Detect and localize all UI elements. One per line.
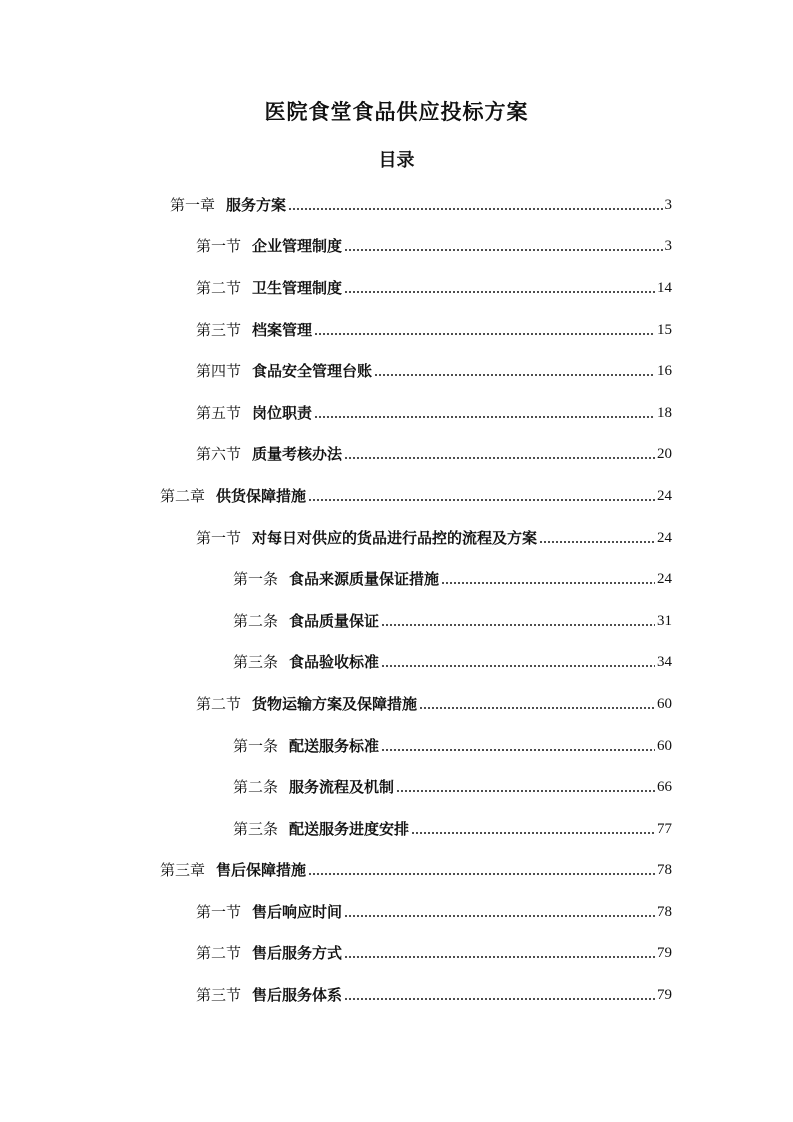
toc-entry-title: 售后服务方式 xyxy=(252,944,343,963)
toc-entry-page-number: 3 xyxy=(664,196,672,213)
toc-entry[interactable] xyxy=(0,808,793,850)
toc-entry-number: 第一节 xyxy=(196,528,242,547)
toc-entry[interactable] xyxy=(0,642,793,684)
toc-entry-number: 第六节 xyxy=(196,445,242,464)
toc-entry[interactable] xyxy=(0,933,793,975)
toc-entry[interactable] xyxy=(0,226,793,268)
toc-entry-title: 售后保障措施 xyxy=(216,861,307,880)
toc-entry-number: 第一节 xyxy=(196,902,242,921)
toc-entry-title: 食品安全管理台账 xyxy=(252,362,373,381)
toc-entry-page-number: 3 xyxy=(664,238,672,255)
toc-entry-page-number: 31 xyxy=(657,612,672,629)
toc-entry-title: 服务流程及机制 xyxy=(289,778,395,797)
toc-entry-title: 配送服务标准 xyxy=(289,736,380,755)
toc-dot-leader xyxy=(419,707,655,709)
toc-dot-leader xyxy=(288,208,662,210)
toc-dot-leader xyxy=(314,416,655,418)
toc-entry-number: 第三节 xyxy=(196,320,242,339)
toc-entry[interactable] xyxy=(0,434,793,476)
toc-dot-leader xyxy=(308,499,655,501)
toc-entry-page-number: 34 xyxy=(657,654,672,671)
toc-entry-page-number: 78 xyxy=(657,862,672,879)
toc-entry-page-number: 77 xyxy=(657,820,672,837)
toc-entry-number: 第四节 xyxy=(196,362,242,381)
toc-entry-page-number: 24 xyxy=(657,529,672,546)
toc-entry[interactable] xyxy=(0,184,793,226)
toc-entry-title: 档案管理 xyxy=(252,320,313,339)
toc-entry-page-number: 24 xyxy=(657,571,672,588)
toc-dot-leader xyxy=(381,624,655,626)
toc-entry-title: 货物运输方案及保障措施 xyxy=(252,694,418,713)
toc-entry[interactable] xyxy=(0,974,793,1016)
toc-heading: 目录 xyxy=(378,150,415,171)
toc-entry-number: 第三节 xyxy=(196,986,242,1005)
toc-entry-number: 第二节 xyxy=(196,278,242,297)
toc-entry[interactable] xyxy=(0,891,793,933)
toc-entry-page-number: 15 xyxy=(657,321,672,338)
toc-entry-page-number: 60 xyxy=(657,695,672,712)
toc-entry-title: 食品来源质量保证措施 xyxy=(289,570,440,589)
toc-dot-leader xyxy=(411,832,655,834)
toc-entry-number: 第五节 xyxy=(196,403,242,422)
toc-entry-title: 质量考核办法 xyxy=(252,445,343,464)
toc-entry-title: 服务方案 xyxy=(226,195,287,214)
toc-entry-number: 第一章 xyxy=(170,195,216,214)
toc-entry-title: 食品质量保证 xyxy=(289,611,380,630)
toc-entry-number: 第三条 xyxy=(233,653,279,672)
toc-entry-title: 配送服务进度安排 xyxy=(289,819,410,838)
toc-entry-number: 第一条 xyxy=(233,736,279,755)
toc-dot-leader xyxy=(539,541,655,543)
toc-dot-leader xyxy=(374,374,655,376)
toc-entry-page-number: 66 xyxy=(657,779,672,796)
toc-entry[interactable] xyxy=(0,475,793,517)
toc-dot-leader xyxy=(308,873,655,875)
toc-entry[interactable] xyxy=(0,517,793,559)
toc-entry-number: 第二条 xyxy=(233,611,279,630)
toc-entry-title: 岗位职责 xyxy=(252,403,313,422)
toc-dot-leader xyxy=(441,582,655,584)
toc-entry[interactable] xyxy=(0,309,793,351)
document-title: 医院食堂食品供应投标方案 xyxy=(264,100,529,124)
toc-entry-title: 售后响应时间 xyxy=(252,902,343,921)
toc-dot-leader xyxy=(396,790,655,792)
toc-entry[interactable] xyxy=(0,683,793,725)
toc-dot-leader xyxy=(344,249,662,251)
toc-entry-page-number: 79 xyxy=(657,945,672,962)
toc-entry[interactable] xyxy=(0,558,793,600)
toc-entry-page-number: 20 xyxy=(657,446,672,463)
toc-entry-number: 第三章 xyxy=(160,861,206,880)
toc-entry[interactable] xyxy=(0,850,793,892)
toc-dot-leader xyxy=(344,457,655,459)
toc-dot-leader xyxy=(381,665,655,667)
toc-entry-page-number: 78 xyxy=(657,903,672,920)
toc-entry-number: 第一节 xyxy=(196,237,242,256)
toc-entry[interactable] xyxy=(0,350,793,392)
toc-entry-number: 第一条 xyxy=(233,570,279,589)
toc-dot-leader xyxy=(314,333,655,335)
toc-entry[interactable] xyxy=(0,392,793,434)
toc-entry-number: 第二节 xyxy=(196,694,242,713)
toc-entry[interactable] xyxy=(0,725,793,767)
toc-entry-title: 卫生管理制度 xyxy=(252,278,343,297)
toc-entry-page-number: 24 xyxy=(657,487,672,504)
toc-entry-number: 第二章 xyxy=(160,486,206,505)
toc-entry-page-number: 60 xyxy=(657,737,672,754)
toc-entry-number: 第二节 xyxy=(196,944,242,963)
toc-dot-leader xyxy=(344,915,655,917)
toc-entry-title: 食品验收标准 xyxy=(289,653,380,672)
toc-entry-page-number: 16 xyxy=(657,363,672,380)
toc-entry[interactable] xyxy=(0,267,793,309)
toc-entry-page-number: 18 xyxy=(657,404,672,421)
toc-entry-number: 第三条 xyxy=(233,819,279,838)
toc-entry[interactable] xyxy=(0,766,793,808)
toc-dot-leader xyxy=(344,956,655,958)
toc-entry-title: 企业管理制度 xyxy=(252,237,343,256)
toc-dot-leader xyxy=(344,291,655,293)
toc-entry-title: 供货保障措施 xyxy=(216,486,307,505)
toc-dot-leader xyxy=(344,998,655,1000)
toc-dot-leader xyxy=(381,749,655,751)
toc-entry[interactable] xyxy=(0,600,793,642)
toc-entry-page-number: 14 xyxy=(657,279,672,296)
table-of-contents xyxy=(0,184,793,1016)
toc-entry-title: 售后服务体系 xyxy=(252,986,343,1005)
toc-entry-page-number: 79 xyxy=(657,987,672,1004)
toc-entry-number: 第二条 xyxy=(233,778,279,797)
toc-entry-title: 对每日对供应的货品进行品控的流程及方案 xyxy=(252,528,538,547)
